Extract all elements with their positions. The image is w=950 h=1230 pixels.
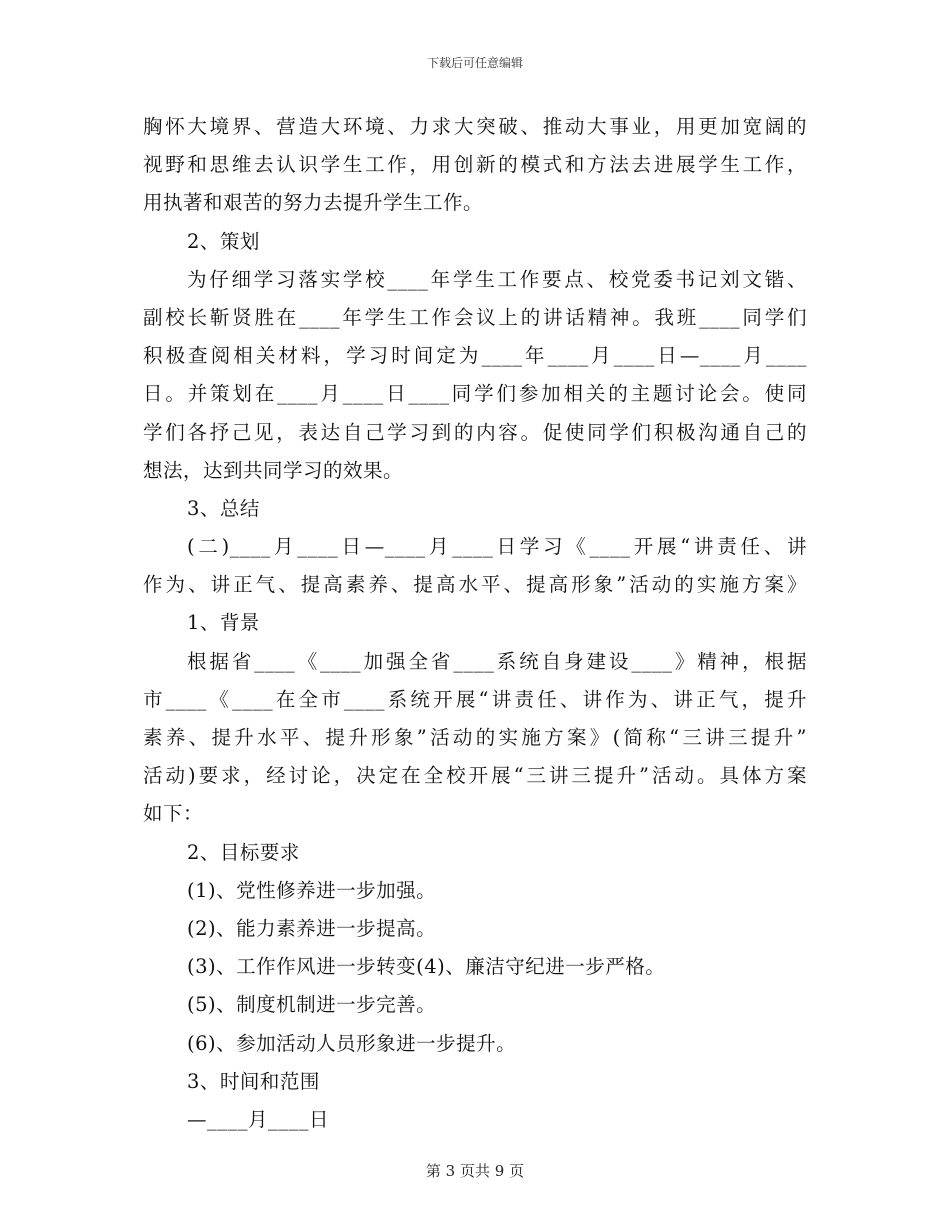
text-line: (二)____月____日—____月____日学习《____开展“讲责任、讲 (187, 535, 807, 559)
page-footer: 第 3 页共 9 页 (425, 1162, 525, 1180)
text-line: 根据省____《____加强全省____系统自身建设____》精神，根据 (187, 649, 807, 673)
text-line: 胸怀大境界、营造大环境、力求大突破、推动大事业，用更加宽阔的 (143, 115, 807, 138)
text-line: (1)、党性修养进一步加强。 (187, 878, 437, 902)
text-line: (5)、制度机制进一步完善。 (187, 993, 437, 1017)
text-line: 副校长靳贤胜在____年学生工作会议上的讲话精神。我班____同学们 (143, 305, 807, 329)
text-line: 日。并策划在____月____日____同学们参加相关的主题讨论会。使同 (143, 382, 807, 406)
text-line: 想法，达到共同学习的效果。 (143, 458, 404, 482)
page-header: 下载后可任意编辑 (426, 56, 523, 70)
text-line: —____月____日 (187, 1107, 330, 1131)
text-line: 素养、提升水平、提升形象”活动的实施方案》(简称“三讲三提升” (143, 726, 807, 749)
text-line: (3)、工作作风进一步转变(4)、廉洁守纪进一步严格。 (187, 955, 666, 979)
text-line: 用执著和艰苦的努力去提升学生工作。 (143, 191, 484, 215)
text-line: 2、策划 (187, 229, 260, 253)
text-line: 积极查阅相关材料，学习时间定为____年____月____日—____月____ (143, 344, 807, 368)
text-line: 视野和思维去认识学生工作，用创新的模式和方法去进展学生工作， (143, 153, 807, 177)
text-line: 如下： (143, 802, 204, 826)
text-line: 学们各抒己见，表达自己学习到的内容。促使同学们积极沟通自己的 (143, 420, 807, 444)
text-line: 作为、讲正气、提高素养、提高水平、提高形象”活动的实施方案》 (143, 573, 807, 597)
document-body (143, 108, 807, 1139)
text-line: 3、时间和范围 (187, 1069, 320, 1093)
text-line: 3、总结 (187, 496, 260, 520)
text-line: 活动)要求，经讨论，决定在全校开展“三讲三提升”活动。具体方案 (143, 764, 807, 788)
text-line: (2)、能力素养进一步提高。 (187, 916, 437, 940)
text-line: 市____《____在全市____系统开展“讲责任、讲作为、讲正气，提升 (143, 687, 807, 711)
text-line: 1、背景 (187, 611, 260, 635)
text-line: (6)、参加活动人员形象进一步提升。 (187, 1031, 517, 1055)
text-line: 2、目标要求 (187, 840, 300, 864)
text-line: 为仔细学习落实学校____年学生工作要点、校党委书记刘文锴、 (187, 267, 807, 291)
